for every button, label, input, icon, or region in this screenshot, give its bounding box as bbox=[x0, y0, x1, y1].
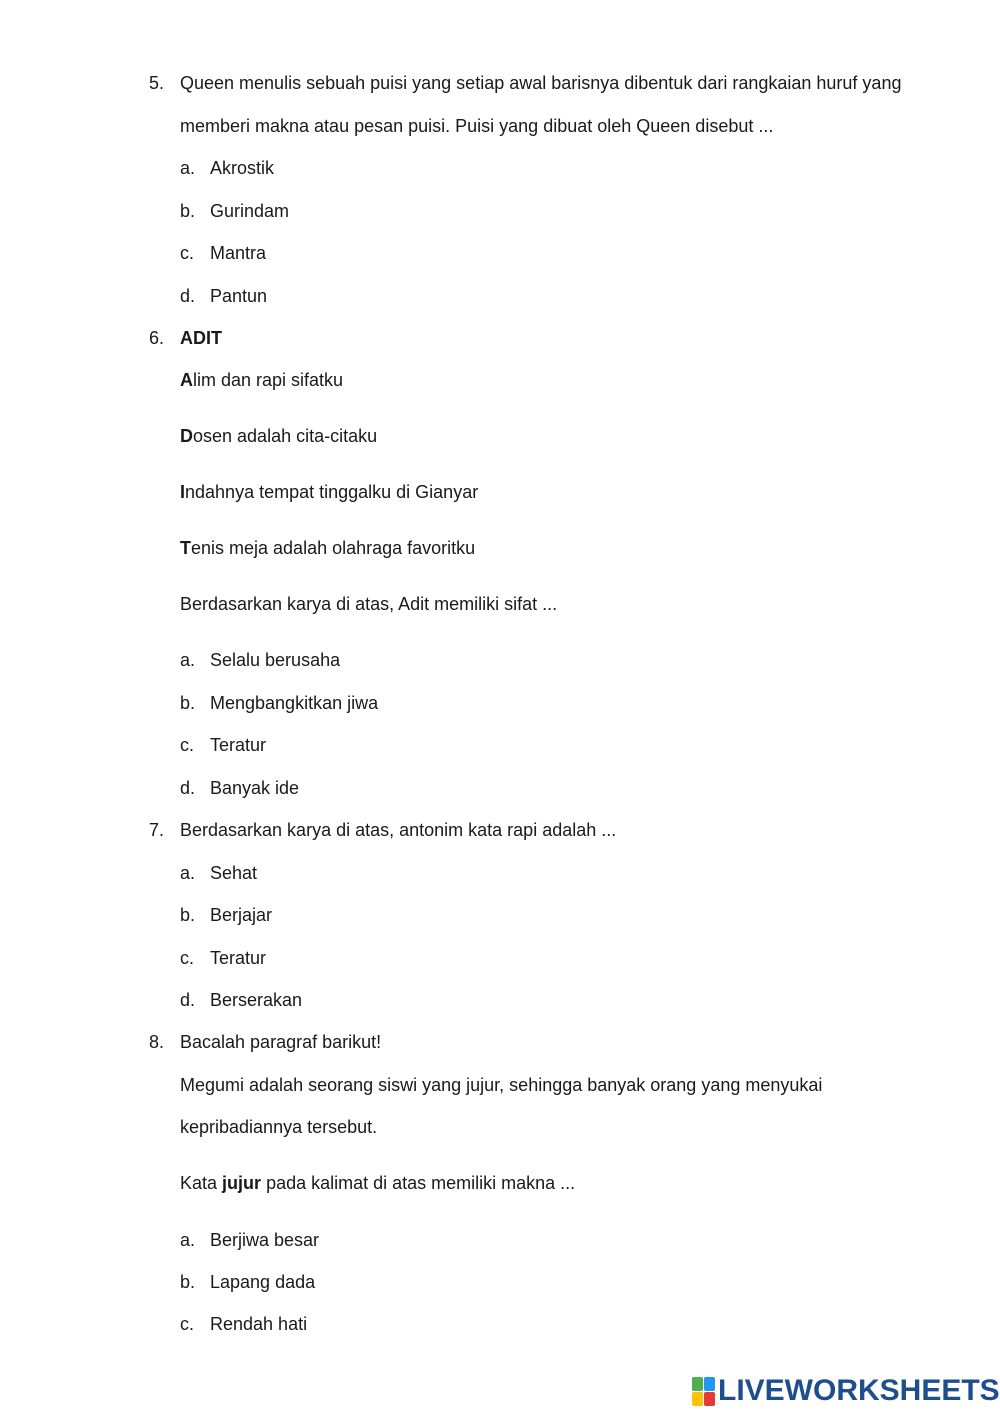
prompt-before: Kata bbox=[180, 1173, 218, 1193]
poem-line-2-rest: osen adalah cita-citaku bbox=[193, 426, 378, 446]
poem-line-1 bbox=[180, 369, 343, 391]
poem-line-1-initial: A bbox=[180, 370, 193, 390]
q7-option-b-letter: b. bbox=[180, 905, 196, 925]
q6-option-d-letter: d. bbox=[180, 778, 196, 798]
question-8-paragraph-line2: kepribadiannya tersebut. bbox=[180, 1117, 378, 1137]
question-6-title bbox=[180, 327, 222, 349]
q7-option-d: Berserakan bbox=[210, 990, 303, 1010]
q6-option-c: Teratur bbox=[210, 735, 267, 755]
question-7-text: Berdasarkan karya di atas, antonim kata rapi adalah ... bbox=[180, 820, 617, 840]
liveworksheets-logo[interactable] bbox=[692, 1374, 1000, 1408]
q8-option-c: Rendah hati bbox=[210, 1314, 308, 1334]
q5-option-d: Pantun bbox=[210, 286, 268, 306]
question-8-prompt bbox=[180, 1172, 575, 1194]
logo-text: LIVEWORKSHEETS bbox=[718, 1374, 1000, 1407]
question-8-number: 8. bbox=[149, 1032, 165, 1052]
liveworksheets-logo-icon bbox=[692, 1376, 716, 1406]
q7-option-b: Berjajar bbox=[210, 905, 273, 925]
poem-line-2-initial: D bbox=[180, 426, 193, 446]
poem-line-3-initial: I bbox=[180, 482, 186, 502]
q5-option-a: Akrostik bbox=[210, 158, 275, 178]
question-6-number: 6. bbox=[149, 328, 165, 348]
q5-option-d-letter: d. bbox=[180, 286, 196, 306]
q5-option-c: Mantra bbox=[210, 243, 267, 263]
q8-option-a-letter: a. bbox=[180, 1230, 196, 1250]
question-5-text-line2: memberi makna atau pesan puisi. Puisi yang dibuat oleh Queen disebut ... bbox=[180, 116, 774, 136]
q5-option-b-letter: b. bbox=[180, 201, 196, 221]
q7-option-c: Teratur bbox=[210, 948, 267, 968]
poem-line-4-rest: enis meja adalah olahraga favoritku bbox=[191, 538, 476, 558]
q7-option-a-letter: a. bbox=[180, 863, 196, 883]
q6-option-c-letter: c. bbox=[180, 735, 195, 755]
question-7-number: 7. bbox=[149, 820, 165, 840]
question-5-text-line1: Queen menulis sebuah puisi yang setiap awal barisnya dibentuk dari rangkaian huruf yang bbox=[180, 73, 902, 93]
question-8-paragraph-line1: Megumi adalah seorang siswi yang jujur, sehingga banyak orang yang menyukai bbox=[180, 1075, 823, 1095]
prompt-after: pada kalimat di atas memiliki makna ... bbox=[266, 1173, 576, 1193]
poem-line-2 bbox=[180, 425, 377, 447]
question-6-prompt: Berdasarkan karya di atas, Adit memiliki sifat ... bbox=[180, 594, 558, 614]
q8-option-b-letter: b. bbox=[180, 1272, 196, 1292]
q6-option-b: Mengbangkitkan jiwa bbox=[210, 693, 379, 713]
q5-option-a-letter: a. bbox=[180, 158, 196, 178]
question-5-number: 5. bbox=[149, 73, 165, 93]
poem-title: ADIT bbox=[180, 328, 222, 348]
poem-line-3-rest: ndahnya tempat tinggalku di Gianyar bbox=[185, 482, 479, 502]
question-8-text: Bacalah paragraf barikut! bbox=[180, 1032, 382, 1052]
q8-option-a: Berjiwa besar bbox=[210, 1230, 320, 1250]
q7-option-d-letter: d. bbox=[180, 990, 196, 1010]
q6-option-b-letter: b. bbox=[180, 693, 196, 713]
poem-line-4 bbox=[180, 537, 475, 559]
q5-option-c-letter: c. bbox=[180, 243, 195, 263]
q6-option-a-letter: a. bbox=[180, 650, 196, 670]
q8-option-b: Lapang dada bbox=[210, 1272, 316, 1292]
q6-option-d: Banyak ide bbox=[210, 778, 300, 798]
q6-option-a: Selalu berusaha bbox=[210, 650, 341, 670]
q8-option-c-letter: c. bbox=[180, 1314, 195, 1334]
poem-line-3 bbox=[180, 481, 478, 503]
prompt-keyword: jujur bbox=[222, 1173, 262, 1193]
poem-line-4-initial: T bbox=[180, 538, 191, 558]
q7-option-c-letter: c. bbox=[180, 948, 195, 968]
q5-option-b: Gurindam bbox=[210, 201, 290, 221]
q7-option-a: Sehat bbox=[210, 863, 258, 883]
poem-line-1-rest: lim dan rapi sifatku bbox=[193, 370, 344, 390]
